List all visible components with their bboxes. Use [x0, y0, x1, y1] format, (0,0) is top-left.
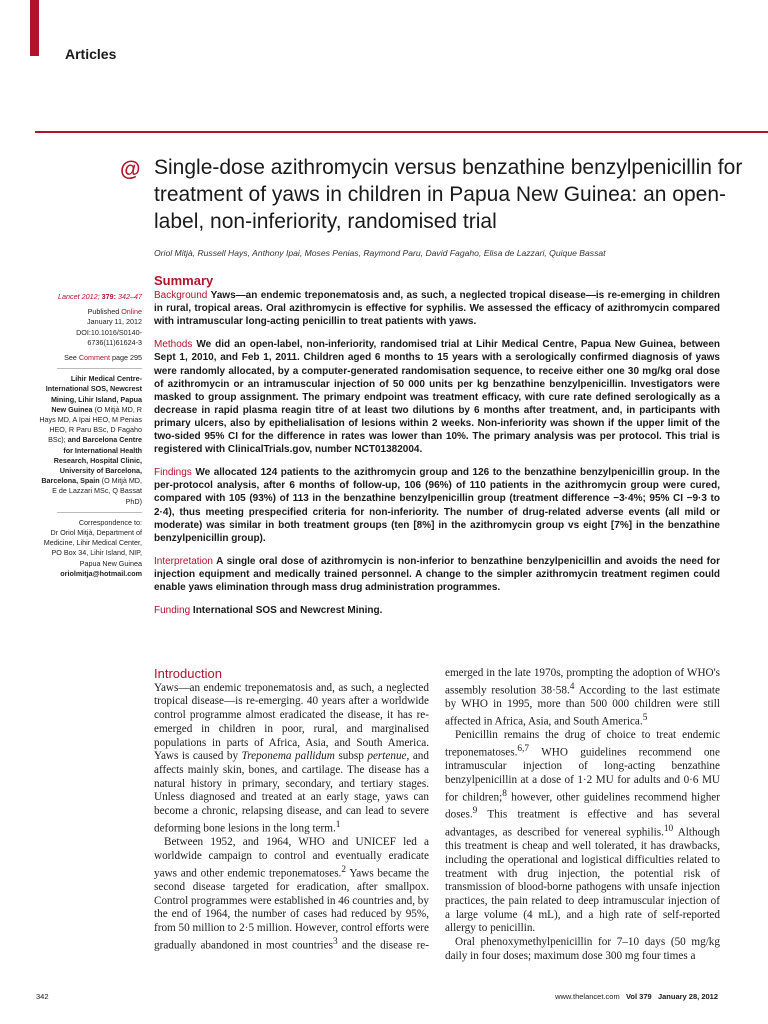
citation — [37, 292, 142, 302]
article-title: Single-dose azithromycin versus benzathine benzylpenicillin for treatment of yaws in children in Papua New Guinea: an open-label, non-inferiority, randomised trial — [154, 156, 743, 233]
intro-paragraph: Between 1952, and 1964, WHO and UNICEF led a worldwide campaign to control and eventually eradicate yaws and other endemic treponematoses.$^2$ Yaws became the second disease targeted for eradication, after smallpox. Control programmes were established in 46 countries and, by the end of 1964, the number of cases had reduced by 95%, from 50 million to 2·5 million. However, control efforts were gradually abandoned in most countries$^3$ and the disease re-emerged in the late 1970s, prompting the adoption of WHO's assembly resolution 38·58.$^4$ According to the last estimate by WHO in 1995, more than 500 000 children were still affected in Africa, Asia, and South America.$^5$ — [154, 667, 720, 952]
methods-paragraph: Methods We did an open-label, non-inferiority, randomised trial at Lihir Medical Centre, Papua New Guinea, between Sept 1, 2010, and Feb 1, 2011. Children aged 6 months to 15 years with a serologically confirmed diagnosis of yaws were randomly allocated, by a computer-generated randomisation sequence, to receive either one 30 mg/kg oral dose of azithromycin or an intramuscular injection of 50 000 units per kg benzathine benzylpenicillin. Investigators were masked to group assignment. The primary endpoint was treatment efficacy, with cure rate defined serologically as a decrease in rapid plasma reagin titre of at least two dilutions by 6 months after treatment, and, in participants with primary ulcers, also by epithelialisation of lesions within 2 weeks. Non-inferiority was shown if the upper limit of the two-sided 95% CI for the difference in rates was lower than 10%. The primary analysis was per protocol. This trial is registered with ClinicalTrials.gov, number NCT01382004. — [154, 339, 720, 456]
page-number: 342 — [36, 992, 49, 1001]
online-link[interactable]: Online — [121, 307, 142, 317]
sidebar-divider — [57, 512, 142, 513]
email-link[interactable]: oriolmitja@hotmail.com — [60, 568, 142, 578]
header-rule — [35, 131, 768, 133]
footer-info: www.thelancet.com Vol 379 January 28, 2012 — [555, 992, 718, 1001]
intro-heading: Introduction — [154, 666, 222, 681]
open-access-icon: @ — [120, 158, 141, 181]
summary — [154, 274, 720, 627]
comment-link[interactable]: Comment — [78, 353, 111, 363]
header-accent-bar — [30, 0, 39, 56]
publication-info: Published Online January 11, 2012 DOI:10.1016/S0140- 6736(11)61624-3 — [76, 307, 142, 347]
affiliations: Lihir Medical Centre-International SOS, Newcrest Mining, Lihir Island, Papua New Guinea (O Mitjà MD, R Hays MD, A Ipai HEO, M Penias HEO, R Paru BSc, D Fagaho BSc); and Barcelona Centre for International Health Research, Hospital Clinic, University of Barcelona, Barcelona, Spain (O Mitjà MD, E de Lazzari MSc, Q Bassat PhD) — [39, 374, 142, 506]
citation-pages: 342–47 — [118, 292, 142, 301]
interpretation-paragraph: Interpretation A single oral dose of azithromycin is non-inferior to benzathine benzylpenicillin and avoids the need for injection equipment and medically trained personnel. A change to the simpler azithromycin treatment regimen could enable yaws elimination through mass drug administration programmes. — [154, 555, 720, 593]
intro-paragraph: Yaws—an endemic treponematosis and, as such, a neglected tropical disease—is re-emerging. 40 years after a worldwide control programme almost eradicated the disease, it has re-emerged in children in poor, rural, and marginalised populations in parts of Africa, Asia, and South America. Yaws is caused by Treponema pallidum subsp pertenue, and affects mainly skin, bones, and cartilage. The disease has a natural history in primary, secondary, and tertiary stages. Unless diagnosed and treated at an early stage, yaws can become a chronic, relapsing disease, and can lead to severe deforming bone lesions in the long term.$^1$ — [154, 681, 429, 835]
section-label: Articles — [65, 46, 117, 62]
findings-paragraph: Findings We allocated 124 patients to the azithromycin group and 126 to the benzathine benzylpenicillin group. In the per-protocol analysis, after 6 months of follow-up, 106 (96%) of 110 patients in the azithromycin group were cured, compared with 105 (93%) of 113 in the benzathine benzylpenicillin group (treatment difference −3·4%; 95% CI −9·3 to 2·4), thus meeting prespecified criteria for non-inferiority. The number of drug-related adverse events (all mild or moderate) was similar in both treatment groups (ten [8%] in the azithromycin group vs eight [7%] in the benzathine benzylpenicillin group). — [154, 467, 720, 544]
introduction — [154, 667, 720, 963]
summary-heading: Summary — [154, 273, 214, 288]
background-paragraph: Background Yaws—an endemic treponematosis and, as such, a neglected tropical disease—is re-emerging in children in rural, tropical areas. Oral azithromycin is effective for syphilis. We assessed the efficacy of azithromycin compared with intramuscular long-acting penicillin to treat patients with yaws. — [154, 290, 720, 328]
citation-journal: Lancet 2012; — [58, 292, 100, 301]
intro-paragraph: Penicillin remains the drug of choice to treat endemic treponematoses.$^{6,7}$ WHO guidelines recommend one intramuscular injection of long-acting benzathine benzylpenicillin at a dose of 1·2 MU for adults and 0·6 MU for children;$^8$ however, other guidelines recommend higher doses.$^9$ This treatment is effective and has several advantages, as described for venereal syphilis.$^{10}$ Although this treatment is cheap and well tolerated, it has drawbacks, including the operational and logistical difficulties related to treatment with drug injection, the potential risk of transmission of blood-borne pathogens with unsafe injection practices, the pain related to deep intramuscular injection of a large volume (4 mL), and a high rate of self-reported allergy to penicillin. — [445, 729, 721, 935]
author-list: Oriol Mitjà, Russell Hays, Anthony Ipai, Moses Penias, Raymond Paru, David Fagaho, Elisa de Lazzari, Quique Bassat — [154, 248, 606, 258]
funding-paragraph: Funding International SOS and Newcrest Mining. — [154, 605, 383, 617]
correspondence: Correspondence to: Dr Oriol Mitjà, Department of Medicine, Lihir Medical Center, PO Box 34, Lihir Island, NIP, Papua New Guinea oriolmitja@hotmail.com — [43, 517, 142, 578]
journal-site-link[interactable]: www.thelancet.com — [555, 992, 620, 1001]
sidebar-divider — [57, 368, 142, 369]
see-comment: See Comment page 295 — [64, 353, 142, 363]
sidebar — [37, 292, 142, 584]
citation-volume: 379: — [101, 292, 117, 301]
intro-paragraph: Oral phenoxymethylpenicillin for 7–10 days (50 mg/kg daily in four doses; maximum dose 300 mg four times a — [445, 936, 720, 962]
